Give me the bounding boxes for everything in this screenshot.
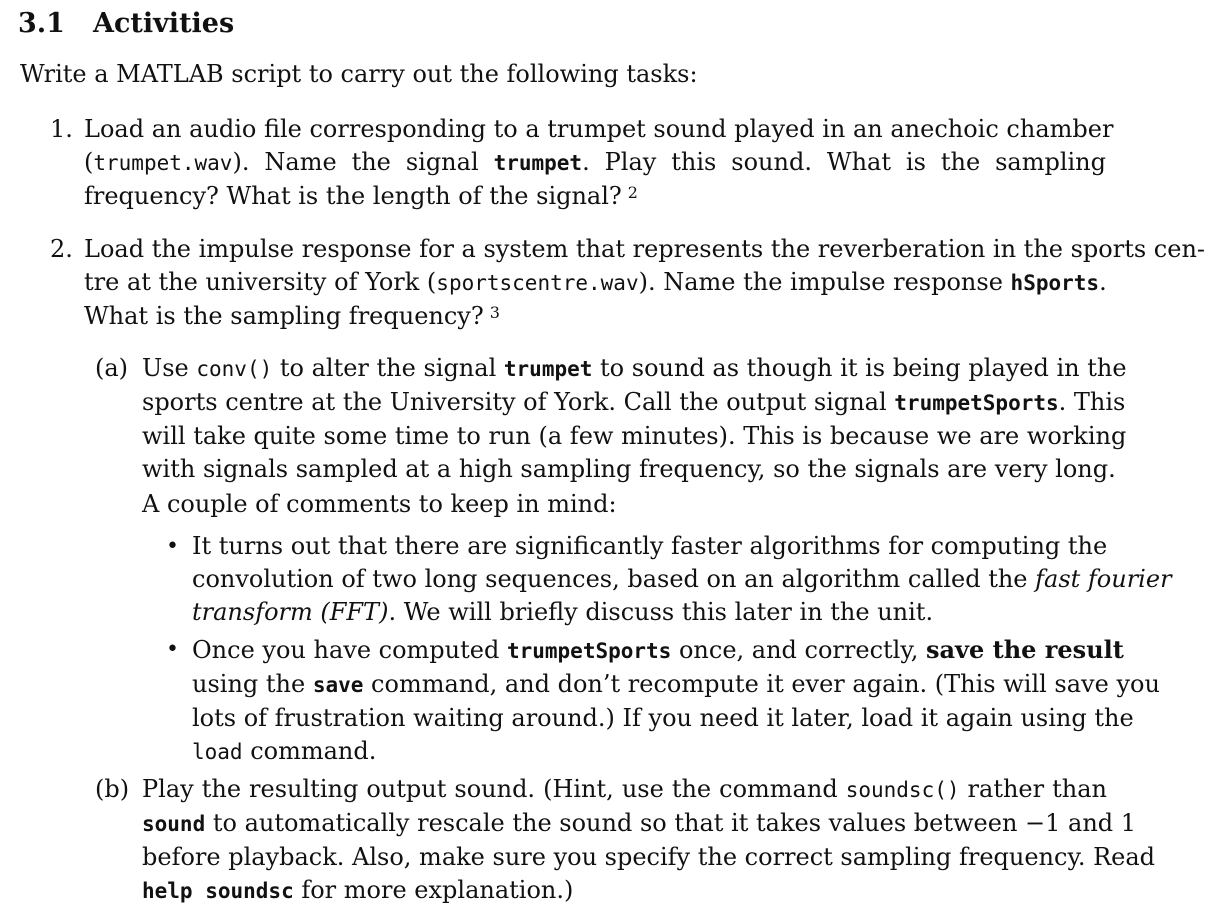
comments-lead-in: A couple of comments to keep in mind: — [142, 490, 617, 518]
code-trumpet: trumpet — [493, 151, 583, 175]
bullet-icon: • — [166, 534, 179, 559]
code-help-soundsc: help soundsc — [142, 879, 294, 903]
task-item-1-body: Load an audio file corresponding to a trumpet sound played in an anechoic chamber (trumpet.wav). Name the signal trumpet. Play this sound. What is the sampling frequency? What is the length of the signal? $^2$ — [84, 115, 1114, 210]
code-save: save — [312, 673, 364, 697]
code-trumpet-wav: trumpet.wav — [93, 151, 233, 175]
code-trumpet: trumpet — [503, 357, 593, 381]
bullet-item-1-body: It turns out that there are significantly faster algorithms for computing the convolution of two long sequences, based on an algorithm called the fast fourier transform (FFT). We will briefly discuss this later in the unit. — [192, 532, 1172, 626]
code-hsports: hSports — [1010, 271, 1100, 295]
code-soundsc: soundsc() — [845, 778, 960, 802]
section-number: 3.1 — [18, 8, 65, 39]
emphasis-fast-fourier: fast fourier — [1035, 565, 1172, 593]
code-load: load — [192, 740, 243, 764]
subtask-b-body: Play the resulting output sound. (Hint, use the command soundsc() rather than sound to automatically rescale the sound so that it takes values between −1 and 1 before playback. Also, make sure you specify the correct sampling frequency. Read help soundsc for more explanation.) — [142, 775, 1156, 904]
task-item-2-label: 2. — [50, 235, 73, 263]
subtask-a-label: (a) — [95, 354, 129, 382]
task-item-1-label: 1. — [50, 115, 73, 143]
section-heading — [18, 6, 234, 42]
subtask-a-body: Use conv() to alter the signal trumpet to sound as though it is being played in the sports centre at the University of York. Call the output signal trumpetSports. This will take quite some time to run (a few minutes). This is because we are working with signals sampled at a high sampling frequency, so the signals are very long. — [142, 354, 1127, 483]
emphasis-transform-fft: transform (FFT) — [192, 598, 389, 626]
emphasis-save-result: save the result — [925, 635, 1124, 664]
footnote-marker: 2 — [627, 183, 638, 202]
code-conv: conv() — [196, 357, 273, 381]
code-sound: sound — [142, 812, 206, 836]
section-title: Activities — [93, 8, 235, 39]
code-trumpetsports: trumpetSports — [894, 391, 1059, 415]
bullet-icon: • — [166, 637, 179, 662]
bullet-item-2-body: Once you have computed trumpetSports once, and correctly, save the result using the save command, and don’t recompute it ever again. (This will save you lots of frustration waiting around.) If you need it later, load it again using the load command. — [192, 635, 1160, 765]
intro-paragraph: Write a MATLAB script to carry out the following tasks: — [20, 60, 698, 88]
code-sportscentre-wav: sportscentre.wav — [436, 271, 639, 295]
subtask-b-label: (b) — [95, 775, 130, 803]
task-item-2-body: Load the impulse response for a system that represents the reverberation in the sports cen- tre at the university of York (sportscentre.wav). Name the impulse response hSports. What is the sampling frequency? $^3$ — [84, 235, 1205, 330]
code-trumpetsports: trumpetSports — [506, 639, 672, 663]
footnote-marker: 3 — [489, 303, 500, 322]
